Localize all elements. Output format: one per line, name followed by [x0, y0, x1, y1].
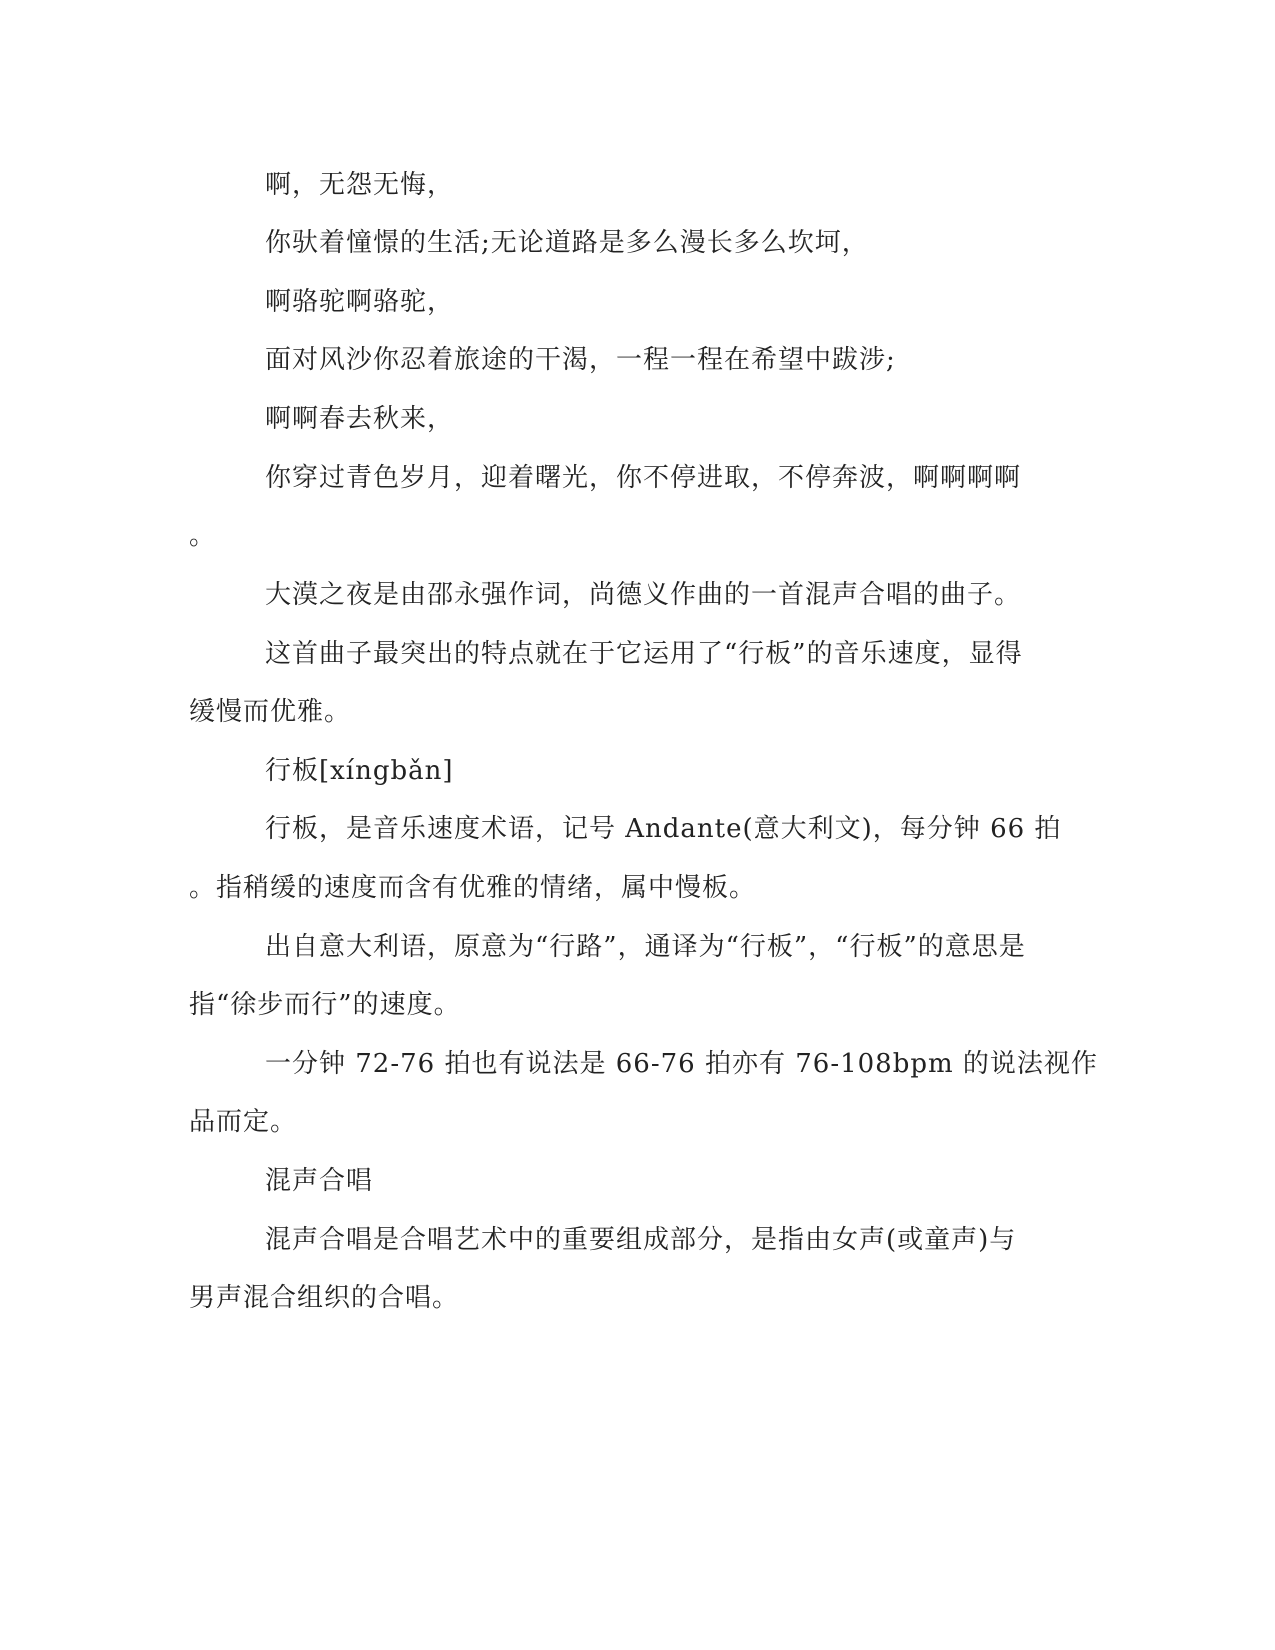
- paragraph-line: 出自意大利语，原意为“行路”，通译为“行板”，“行板”的意思是: [265, 932, 1026, 962]
- paragraph-line: 一分钟 72-76 拍也有说法是 66-76 拍亦有 76-108bpm 的说法视作: [265, 1049, 1098, 1079]
- lyric-line: 你穿过青色岁月，迎着曙光，你不停进取，不停奔波，啊啊啊啊: [265, 463, 1022, 493]
- lyric-line: 你驮着憧憬的生活;无论道路是多么漫长多么坎坷，: [265, 228, 869, 258]
- lyric-line: 啊，无怨无悔，: [265, 170, 455, 200]
- paragraph-line-continuation: 。指稍缓的速度而含有优雅的情绪，属中慢板。: [189, 873, 757, 903]
- paragraph-line: 行板，是音乐速度术语，记号 Andante(意大利文)，每分钟 66 拍: [265, 814, 1062, 844]
- paragraph-line: 混声合唱是合唱艺术中的重要组成部分，是指由女声(或童声)与: [265, 1225, 1017, 1255]
- section-heading: 行板[xíngbǎn]: [265, 756, 454, 786]
- paragraph-line-continuation: 男声混合组织的合唱。: [189, 1283, 460, 1313]
- paragraph-line-continuation: 指“徐步而行”的速度。: [189, 990, 461, 1020]
- lyric-line-continuation: 。: [189, 521, 217, 551]
- paragraph-line-continuation: 品而定。: [189, 1107, 298, 1137]
- section-heading: 混声合唱: [265, 1166, 374, 1196]
- paragraph-line-continuation: 缓慢而优雅。: [189, 697, 352, 727]
- lyric-line: 啊啊春去秋来，: [265, 404, 455, 434]
- paragraph-line: 这首曲子最突出的特点就在于它运用了“行板”的音乐速度，显得: [265, 639, 1023, 669]
- lyric-line: 啊骆驼啊骆驼，: [265, 287, 455, 317]
- paragraph-line: 大漠之夜是由邵永强作词，尚德义作曲的一首混声合唱的曲子。: [265, 580, 1022, 610]
- lyric-line: 面对风沙你忍着旅途的干渴，一程一程在希望中跋涉;: [265, 345, 896, 375]
